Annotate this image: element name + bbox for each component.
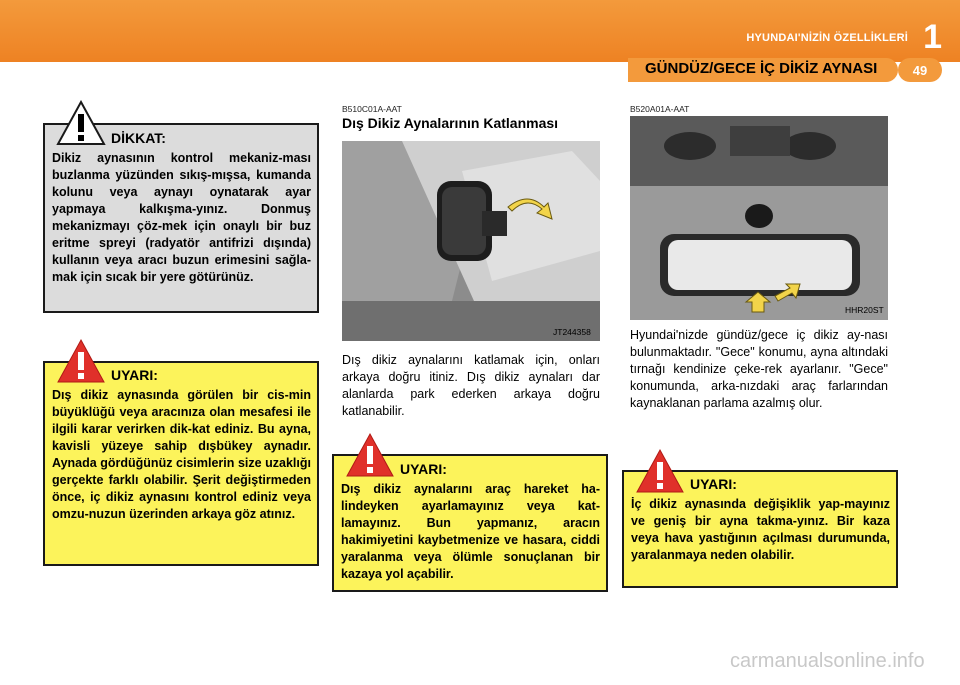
section-code-folding: B510C01A-AAT xyxy=(342,104,402,114)
header-band xyxy=(0,0,960,62)
chapter-title: HYUNDAI'NİZİN ÖZELLİKLERİ xyxy=(746,32,908,44)
caution-text: Dikiz aynasının kontrol mekaniz-ması buzlanma yüzünden sıkış-mışsa, kumanda kolunu veya aynayı oynatarak ayar yapmaya kalkışma-yınız. Donmuş mekanizmayı çöz-mek için onaylı bir buz eritme spreyi (radyatör antifrizi dışında) kullanın veya aracı buzun erimesini sağla-mak için sıcak bir yere götürünüz. xyxy=(52,151,311,284)
caution-title: DİKKAT: xyxy=(111,130,166,146)
warning-text-left: Dış dikiz aynasında görülen bir cis-min büyüklüğü veya aracınıza olan mesafesi ile ilgili karar verirken dik-kat ediniz. Bu ayna, kavisli yüzeye sahip dışbükey aynadır. Aynada gördüğünüz cisimlerin size uzaklığı gerçekte farklı olabilir. Şerit değiştirmeden önce, iç dikiz aynasını kontrol ediniz veya omzu-nuzun üzerinden arkaya göz atınız. xyxy=(52,388,311,521)
inside-mirror-photo xyxy=(630,116,888,320)
chapter-number: 1 xyxy=(923,18,942,56)
warning-triangle-icon xyxy=(56,338,106,384)
warning-triangle-icon xyxy=(635,448,685,494)
warning-title-right: UYARI: xyxy=(690,476,737,492)
photo-id-folding: JT244358 xyxy=(553,327,591,337)
warning-triangle-icon xyxy=(56,100,106,146)
body-text-folding: Dış dikiz aynalarını katlamak için, onları arkaya doğru itiniz. Dış dikiz aynaları dar alanlarda park ederken arkaya doğru katlanabilir. xyxy=(342,353,600,418)
warning-title-left: UYARI: xyxy=(111,367,158,383)
photo-id-inside-mirror: HHR20ST xyxy=(845,305,884,315)
page-number: 49 xyxy=(912,63,928,78)
section-code-inside-mirror: B520A01A-AAT xyxy=(630,104,690,114)
warning-text-middle: Dış dikiz aynalarını araç hareket ha-lindeyken ayarlamayınız veya kat-lamayınız. Bun yapmanız, aracın hakimiyetini kaybetmenize ve hasara, ciddi yaralanma veya ölümle sonuçlanan bir kazaya yol açabilir. xyxy=(341,482,600,581)
heading-folding: Dış Dikiz Aynalarının Katlanması xyxy=(342,115,559,131)
section-title: GÜNDÜZ/GECE İÇ DİKİZ AYNASI xyxy=(645,60,878,77)
body-text-inside-mirror: Hyundai'nizde gündüz/gece iç dikiz ay-nası bulunmaktadır. "Gece" konumu, ayna altındaki tırnağı kendinize çeke-rek ayarlanır. "Gece" konumunda, arka-nızdaki araç farlarından kaynaklanan parlama azalmış olur. xyxy=(630,328,888,410)
warning-text-right: İç dikiz aynasında değişiklik yap-mayınız ve geniş bir ayna takma-yınız. Bir kaza veya hava yastığının açılması durumunda, yaralanmaya neden olabilir. xyxy=(631,497,890,562)
watermark: carmanualsonline.info xyxy=(730,650,925,672)
warning-title-middle: UYARI: xyxy=(400,461,447,477)
outside-mirror-photo xyxy=(342,141,600,341)
warning-triangle-icon xyxy=(345,432,395,478)
